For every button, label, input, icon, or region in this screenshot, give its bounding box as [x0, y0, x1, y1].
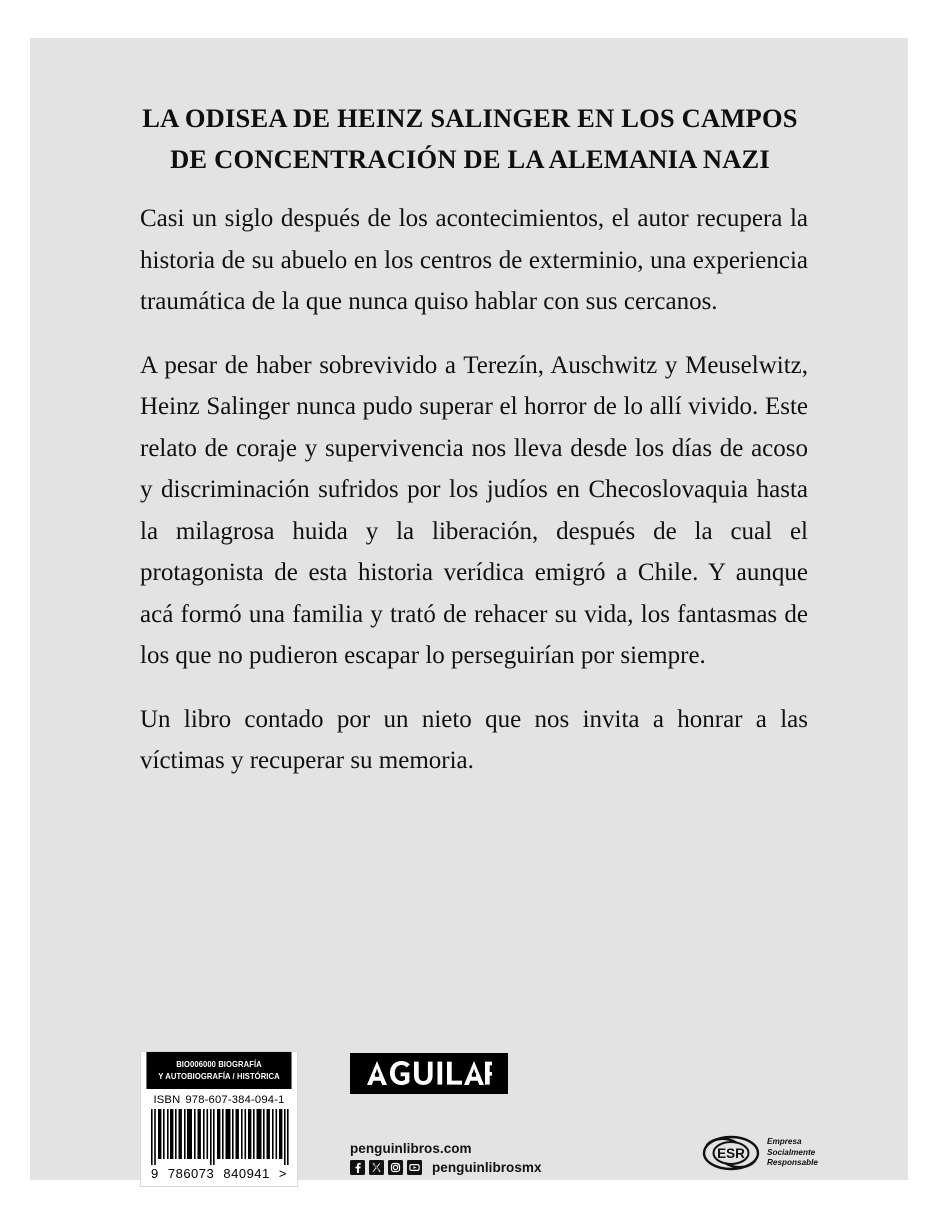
isbn-value: 978-607-384-094-1	[185, 1094, 285, 1107]
x-icon[interactable]	[369, 1160, 384, 1175]
esr-logo-icon	[702, 1134, 760, 1172]
barcode-digit-group-1: 786073	[167, 1166, 215, 1182]
isbn-barcode-block	[140, 1051, 298, 1187]
youtube-glyph	[409, 1162, 420, 1173]
esr-tagline-line-2: Socialmente	[767, 1147, 816, 1157]
barcode-digit-suffix: >	[278, 1166, 287, 1182]
esr-seal	[702, 1134, 818, 1172]
page-title	[100, 98, 840, 180]
barcode-digit-group-2: 840941	[223, 1166, 270, 1182]
esr-tagline	[767, 1137, 818, 1170]
cover-footer	[30, 998, 908, 1180]
esr-tagline-line-1: Empresa	[767, 1136, 802, 1146]
instagram-icon[interactable]	[388, 1160, 403, 1175]
bisac-category-banner	[146, 1052, 291, 1089]
bisac-line-2: Y AUTOBIOGRAFÍA / HISTÓRICA	[158, 1071, 280, 1081]
barcode-digit-prefix: 9	[151, 1166, 159, 1182]
blurb-paragraph-2: A pesar de haber sobrevivido a Terezín, Auschwitz y Meuselwitz, Heinz Salinger nunca pudo superar el horror de lo allí vivido. Este relato de coraje y supervivencia nos lleva desde los días de acoso y discriminación sufridos por los judíos en Checoslovaquia hasta la milagrosa huida y la liberación, después de la cual el protagonista de esta historia verídica emigró a Chile. Y aunque acá formó una familia y trató de rehacer su vida, los fantasmas de los que no pudieron escapar lo perseguirían por siempre.	[140, 351, 808, 669]
blurb-text	[140, 198, 808, 782]
back-cover-page	[30, 38, 908, 1180]
barcode-bars	[151, 1109, 289, 1165]
headline-line-2: DE CONCENTRACIÓN DE LA ALEMANIA NAZI	[170, 144, 770, 175]
publisher-handle[interactable]: penguinlibrosmx	[432, 1160, 542, 1175]
esr-tagline-line-3: Responsable	[767, 1158, 818, 1168]
publisher-contact-block	[350, 1141, 542, 1175]
esr-mark-text: ESR	[717, 1146, 745, 1162]
aguilar-wordmark	[366, 1060, 492, 1086]
isbn-label: ISBN	[153, 1094, 181, 1107]
instagram-glyph	[390, 1162, 401, 1173]
barcode-digits	[141, 1165, 297, 1186]
blurb-paragraph-1: Casi un siglo después de los acontecimientos, el autor recupera la historia de su abuelo en los centros de exterminio, una experiencia traumática de la que nunca quiso hablar con sus cercanos.	[140, 205, 808, 315]
publisher-website[interactable]: penguinlibros.com	[350, 1141, 472, 1156]
youtube-icon[interactable]	[407, 1160, 422, 1175]
aguilar-imprint-logo	[350, 1053, 508, 1094]
headline-line-1: LA ODISEA DE HEINZ SALINGER EN LOS CAMPOS	[142, 103, 798, 133]
facebook-glyph	[352, 1162, 363, 1173]
social-links	[350, 1160, 542, 1175]
bisac-line-1: BIO006000 BIOGRAFÍA	[176, 1060, 262, 1069]
facebook-icon[interactable]	[350, 1160, 365, 1175]
isbn-line	[141, 1089, 297, 1109]
x-glyph	[371, 1162, 382, 1173]
blurb-paragraph-3: Un libro contado por un nieto que nos invita a honrar a las víctimas y recuperar su memoria.	[140, 705, 808, 774]
